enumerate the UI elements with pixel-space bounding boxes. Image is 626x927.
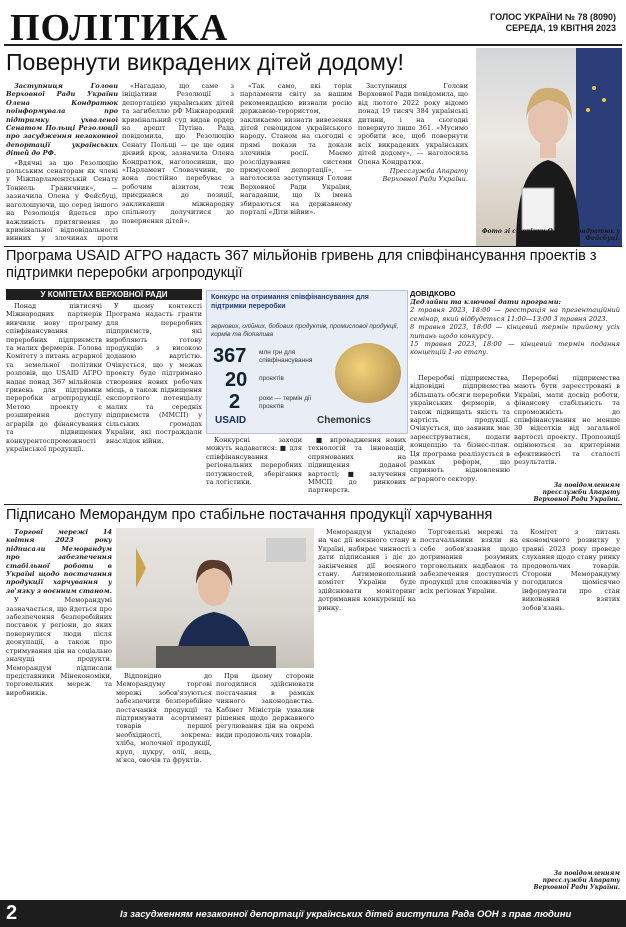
article2-col2 bbox=[106, 302, 202, 502]
page-number: 2 bbox=[6, 902, 18, 924]
article1-headline: Повернути викрадених дітей додому! bbox=[6, 49, 404, 75]
article2-dates-box bbox=[410, 290, 620, 372]
article1-col1-text: «Вдячні за цю Резолюцію польським сенаторам як члені у Міжпарламентській Сенату Тоннель Граничник», — зазначила Олена у Фейсбуці, наголошуючи, що серед іншого на Резолюція йдеться про важливість притягнення до кримінальної відповідальності винних у злочинах проти bbox=[6, 158, 118, 242]
infographic-subtitle: зернових, олійних, бобових продуктів, промислової продукції, кормів та біопалива bbox=[211, 323, 399, 338]
article1-col4 bbox=[358, 82, 468, 242]
infographic-title: Конкурс на отримання співфінансування для підтримки переробки bbox=[211, 294, 369, 310]
article3-col2 bbox=[116, 672, 212, 894]
article2-infographic bbox=[206, 290, 408, 434]
article1-lead: Заступниця Голови Верховної Ради України Олена Кондратюк поінформувала про підтримку ухваленої Сенатом Польщі Резолюції про засудження незаконної депортації українських дітей до РФ. bbox=[6, 82, 118, 158]
article3-col4 bbox=[318, 528, 416, 894]
article2-below-box-right: ■ впровадження нових технологій та інновацій, спрямованих на підвищення доданої вартості; ■ залучення ММСП до ринкових партнерств. bbox=[308, 436, 406, 495]
dates-subtitle: Дедлайни та ключові дати програми: bbox=[410, 298, 561, 306]
usaid-logo: USAID bbox=[215, 415, 247, 426]
article2-col1-text: Понад півтисячі Міжнародних партнерів вивчили нову програму співфінансування переробних підприємств та малих фермерів. Голова Комітету з питань аграрної та земельної політики розповів, що USAID АГРО надає понад 367 мільйонів гривень для підтримки переробки агропродукції. Метою проекту є розширення доступу аграріїв до фінансування та підвищення конкурентоспроможності української продукції. bbox=[6, 302, 102, 453]
article1-photo bbox=[476, 48, 622, 246]
article3-col5 bbox=[420, 528, 518, 894]
article2-col3b bbox=[308, 436, 406, 502]
article3-col5-text: Торговельні мережі та постачальники взяли на себе зобов'язання щодо дотримання розумних торговельних надбавок та забезпечення доступності продукції для споживачів у всіх регіонах України. bbox=[420, 528, 518, 595]
article2-col1 bbox=[6, 302, 102, 502]
article2-col5 bbox=[514, 374, 620, 480]
article1-col1 bbox=[6, 82, 118, 242]
article2-headline: Програма USAID АГРО надасть 367 мільйонів гривень для співфінансування проектів з підтримки переробки агропродукції bbox=[6, 248, 597, 281]
article2-section-tag: У КОМІТЕТАХ ВЕРХОВНОЇ РАДИ bbox=[6, 289, 202, 300]
dates-title: ДОВІДКОВО bbox=[410, 289, 456, 298]
infographic-label-1: млн грн для співфінансування bbox=[259, 349, 313, 364]
article3-col1 bbox=[6, 528, 112, 894]
article1-col2 bbox=[122, 82, 234, 242]
portrait-illustration bbox=[476, 48, 622, 246]
article1-col3 bbox=[240, 82, 352, 242]
article2-col5-text: Переробні підприємства мають бути зареєстровані в Україні, мати досвід роботи, фінансову стабільність та спроможність до співфінансування не менше 30 відсотків від загальної вартості проекту. Пропозиції оцінюються за критеріями ефективності та сталості результатів. bbox=[514, 374, 620, 467]
article1-col2-text: «Нагадаю, що саме з ініціативи Резолюції з депортацією українських дітей та загибеллю рФ Міжнародний кримінальний суд видав ордер на арешт Путіна. Рада повідомила, що Резолюцію Сенату Польщі — це ще один дієвий крок, зазначила Олена Кондратюк, наголосивши, що «Парламент Словаччини, де вона постійно перебуває з робочим візитом, теж приєднався до позиції, закликавши міжнародну спільноту долучитися до повернення дітей». bbox=[122, 82, 234, 225]
issue-number: ГОЛОС УКРАЇНИ № 78 (8090) bbox=[490, 12, 616, 22]
article3-col6-text: Комітет з питань економічного розвитку у травні 2023 року проведе слухання щодо стану ринку продовольчих товарів. Сторони Меморандуму погодилися щомісячно інформувати про стан виконання взятих зобов'язань. bbox=[522, 528, 620, 612]
dates-item-1: 2 травня 2023, 18:00 — реєстрація на презентаційний семінар, який відбудеться 11:00—13:00 3 травня 2023. bbox=[410, 306, 620, 323]
infographic-label-3: роки — термін дії проєктів bbox=[259, 395, 312, 410]
article3-col6 bbox=[522, 528, 620, 868]
article3-signature: За повідомленням пресслужби Апарату Верховної Ради України. bbox=[533, 870, 620, 891]
infographic-value-1: 367 bbox=[213, 345, 247, 367]
article1-col3-text: «Так само, які торік парламенти світу за нашим рекомендацією визнали росію державою-терористом, закликаємо визнати вивезення дітей геноцидом українського народу. Станом на сьогодні є прямі покази та докази злочинів росії. Маємо розслідування системи примусової депортації», — наголосила заступниця Голови Верховної Ради України, нагадавши, що їх імена збираються на державному порталі «Діти війни». bbox=[240, 82, 352, 217]
grain-icon bbox=[335, 343, 401, 403]
article1-col4-text: Заступниця Голови Верховної Ради повідомила, що від лютого 2022 року відомо понад 19 тисяч 384 українські дитини, і на сьогодні повернуто лише 361. «Мусимо зробити все, щоб повернути всіх викрадених українських дітей додому», — наголосила Олена Кондратюк. bbox=[358, 82, 468, 166]
article2-col4-text: Переробні підприємства, відповідні підприємства збільшать обсяги переробки українських фермерів, а також підвищать якість та вартість продукції. Очікується, що заявник має зареєструватися, подати концепцію та бізнес-план. Ця програма реалізується в рамках реформ, що сприяють відновленню аграрного сектору. bbox=[410, 374, 510, 483]
article2-col4 bbox=[410, 374, 510, 490]
masthead bbox=[4, 4, 622, 49]
article2-col3a bbox=[206, 436, 302, 502]
infographic-value-2: 20 bbox=[225, 369, 248, 391]
article1-col4-extra: Пресслужба Апарату Верховної Ради України. bbox=[382, 167, 468, 184]
footer-headline: Із засудженням незаконної депортації українських дітей виступила Рада ООН з прав людини bbox=[120, 909, 572, 920]
article2-col2-text: У цьому контексті Програма надасть гранти для переробних підприємств, які виробляють готову продукцію з високою доданою вартістю. Очікується, що у межах проекту буде підтримано створення нових робочих місць, а також підвищення експортного потенціалу малих та середніх підприємств (ММСП) у сільських громадах України, які постраждали внаслідок війни. bbox=[106, 302, 202, 445]
article2-signature: За повідомленням пресслужби Апарату Верховної Ради України. bbox=[533, 482, 620, 503]
divider bbox=[4, 504, 622, 505]
divider bbox=[4, 246, 622, 247]
article3-col3 bbox=[216, 672, 314, 894]
article3-photo bbox=[116, 528, 314, 668]
article3-lead: Торгові мережі 14 квітня 2023 року підписали Меморандум про забезпечення стабільної роботи в Україні щодо постачання продукції харчування у зв'язку з воєнним станом. bbox=[6, 528, 112, 595]
issue-info bbox=[490, 12, 616, 34]
section-title: ПОЛІТИКА bbox=[10, 7, 229, 49]
chemonics-logo: Chemonics bbox=[317, 415, 371, 426]
article3-col1-text: У Меморандумі зазначається, що йдеться про забезпечення безперебійних поставок у регіони, до яких повернулися люди після деокупації, а також про стримування цін на соціально значущі продукти. Меморандум підписали представники Мінекономіки, торговельних мереж та виробників. bbox=[6, 596, 112, 697]
dates-item-2: 8 травня 2023, 18:00 — кінцевий термін прийому усіх питань щодо конкурсу. bbox=[410, 323, 620, 340]
speaker-illustration bbox=[116, 528, 314, 668]
article3-col4-text: Меморандум укладено на час дії воєнного стану в Україні, набирає чинності з дати підписання і діє до закінчення дії воєнного стану. Антимонопольний комітет України буде здійснювати моніторинг дотримання конкуренції на ринку. bbox=[318, 528, 416, 612]
article3-col2-text: Відповідно до Меморандуму торгові мережі зобов'язуються забезпечити безперебійне постачання продукції та підтримувати асортимент товарів першої необхідності, зокрема: хліба, молочної продукції, круп, цукру, олії, яєць, м'яса, овочів та фруктів. bbox=[116, 672, 212, 765]
article3-headline: Підписано Меморандум про стабільне постачання продукції харчування bbox=[6, 507, 493, 523]
dates-item-3: 15 травня 2023, 18:00 — кінцевий термін подання концепцій 1-го етапу. bbox=[410, 340, 620, 357]
article3-col3-text: При цьому сторони погодилися здійснювати постачання в рамках чинного законодавства. Кабінет Міністрів ухвалив рішення щодо державного регулювання цін на окремі види продовольчих товарів. bbox=[216, 672, 314, 739]
infographic-label-2: проєктів bbox=[259, 375, 284, 382]
infographic-value-3: 2 bbox=[229, 391, 241, 413]
article1-caption: Фото зі сторінки Олени Кондратюк у Фейсбуці. bbox=[481, 228, 620, 242]
issue-date: СЕРЕДА, 19 КВІТНЯ 2023 bbox=[505, 23, 616, 33]
article2-below-box-left: Конкурсні заходи можуть надаватися: ■ для співфінансування регіональних переробних потужностей, зберігання та логістики. bbox=[206, 436, 302, 487]
